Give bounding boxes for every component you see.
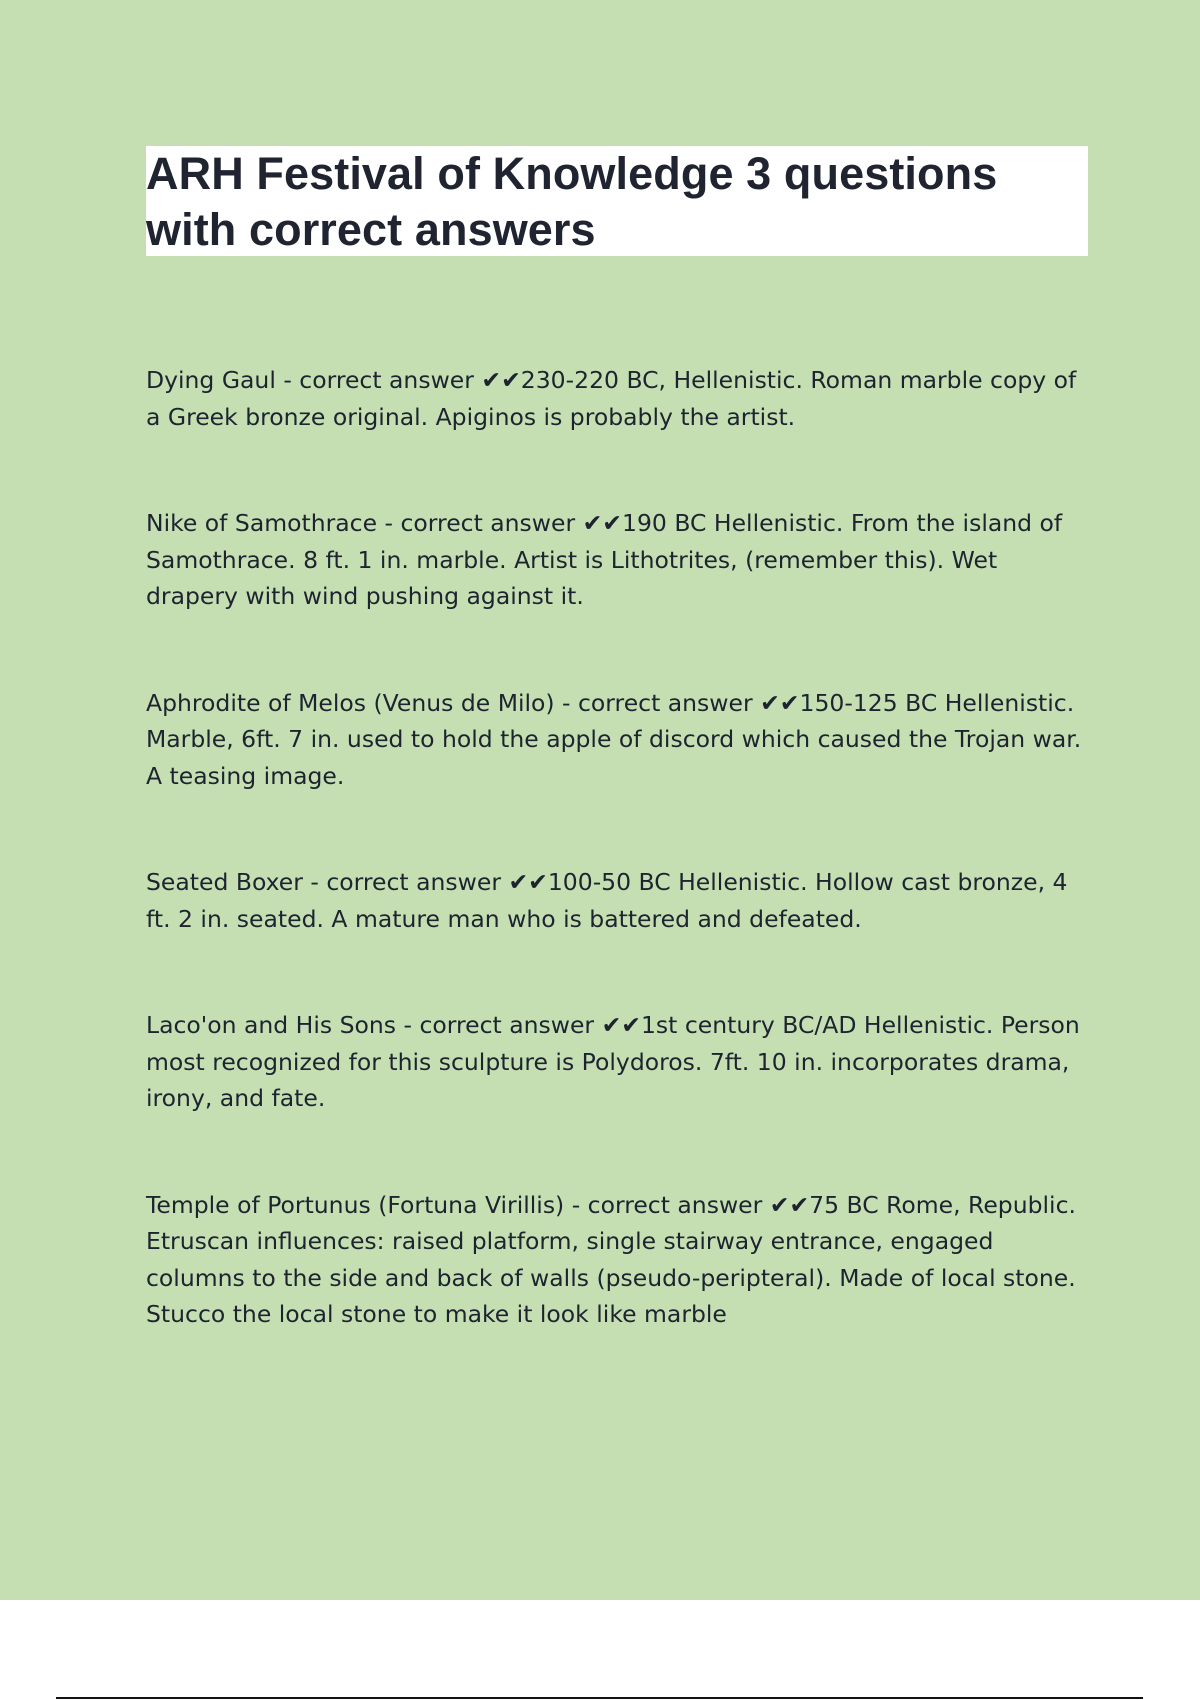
double-checkmark-icon: ✔✔ [594, 1011, 641, 1039]
document-title: ARH Festival of Knowledge 3 questions with correct answers [146, 148, 998, 255]
qa-item-dying-gaul [146, 362, 1096, 435]
double-checkmark-icon: ✔✔ [752, 688, 800, 717]
question-text: Nike of Samothrace [146, 509, 378, 537]
answer-label: correct answer [400, 509, 576, 537]
qa-item-temple-of-portunus [146, 1187, 1096, 1333]
qa-item-laocoon-and-his-sons [146, 1007, 1096, 1117]
question-separator: - [564, 1190, 588, 1219]
answer-text: 100-50 BC Hellenistic. Hollow cast bronze, 4 ft. 2 in. seated. A mature man who is battered and defeated. [146, 868, 1068, 933]
double-checkmark-icon: ✔✔ [473, 366, 521, 394]
qa-item-aphrodite-of-melos [146, 685, 1096, 795]
question-text: Laco'on and His Sons [146, 1011, 397, 1039]
answer-label: correct answer [419, 1011, 595, 1039]
double-checkmark-icon: ✔✔ [500, 868, 548, 896]
question-separator: - [554, 688, 578, 717]
answer-label: correct answer [578, 688, 753, 717]
question-separator: - [396, 1011, 420, 1039]
qa-item-seated-boxer [146, 864, 1096, 937]
question-text: Aphrodite of Melos (Venus de Milo) [146, 688, 555, 717]
question-text: Temple of Portunus (Fortuna Virillis) [146, 1190, 565, 1219]
answer-label: correct answer [587, 1190, 763, 1219]
answer-text: 75 BC Rome, Republic. Etruscan influences: raised platform, single stairway entrance, engaged columns to the side and back of walls (pseudo-peripteral). Made of local stone. Stucco the local stone to make it look like marble [146, 1190, 1076, 1328]
footer-divider [56, 1697, 1143, 1699]
answer-label: correct answer [326, 868, 501, 896]
answer-text: 150-125 BC Hellenistic. Marble, 6ft. 7 in. used to hold the apple of discord which caused the Trojan war. A teasing image. [146, 688, 1082, 790]
question-separator: - [302, 868, 327, 896]
answer-text: 1st century BC/AD Hellenistic. Person most recognized for this sculpture is Polydoros. 7ft. 10 in. incorporates drama, irony, and fate. [146, 1011, 1080, 1112]
question-text: Seated Boxer [146, 868, 303, 896]
title-highlight-box [146, 146, 1088, 256]
question-separator: - [377, 509, 401, 537]
answer-label: correct answer [299, 366, 474, 394]
question-text: Dying Gaul [146, 366, 276, 394]
answer-text: 230-220 BC, Hellenistic. Roman marble copy of a Greek bronze original. Apiginos is probably the artist. [146, 366, 1077, 431]
answer-text: 190 BC Hellenistic. From the island of Samothrace. 8 ft. 1 in. marble. Artist is Lithotrites, (remember this). Wet drapery with wind pushing against it. [146, 509, 1063, 610]
qa-item-nike-of-samothrace [146, 505, 1096, 615]
double-checkmark-icon: ✔✔ [762, 1190, 810, 1219]
question-answer-list [146, 362, 1096, 1403]
question-separator: - [275, 366, 300, 394]
double-checkmark-icon: ✔✔ [575, 509, 622, 537]
